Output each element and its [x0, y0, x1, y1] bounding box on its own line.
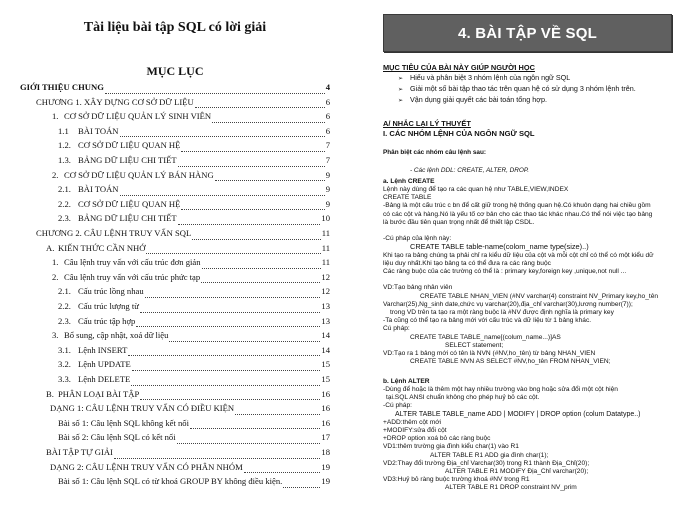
intro-text: Phân biệt các nhóm câu lệnh sau: — [383, 149, 486, 156]
chapter-header-title: 4. BÀI TẬP VỀ SQL — [458, 24, 597, 42]
toc-page-number: 19 — [321, 461, 330, 472]
toc-entry-number: 1.3. — [58, 155, 71, 165]
create-text-line: Varchar(25),Ng_sinh date,chức vụ varchar(20),địa_chỉ varchar(30),lương number(7)); — [383, 300, 633, 308]
toc-dot-leader — [132, 362, 321, 371]
toc-entry-number: B. — [46, 388, 54, 399]
toc-entry-number: 2. — [52, 271, 59, 282]
toc-entry-number: 3.2. — [58, 359, 71, 370]
toc-entry[interactable] — [58, 418, 330, 432]
toc-dot-leader — [114, 450, 321, 459]
create-text-line: Các ràng buộc của các trường có thể là : primary key,foreign key ,unique,not null ... — [383, 268, 627, 275]
toc-dot-leader — [128, 347, 320, 356]
toc-entry-label: CƠ SỞ DỮ LIỆU QUAN HỆ — [78, 198, 181, 209]
toc-entry-label: BẢNG DỮ LIỆU CHI TIẾT — [78, 213, 177, 224]
toc-dot-leader — [195, 99, 325, 108]
toc-dot-leader — [105, 85, 325, 94]
toc-page-number: 14 — [321, 330, 330, 341]
toc-dot-leader — [140, 391, 320, 400]
objective-item: ➢ Hiểu và phân biệt 3 nhóm lệnh của ngôn ngữ SQL — [398, 73, 571, 82]
toc-entry[interactable] — [58, 316, 330, 330]
toc-dot-leader — [190, 420, 320, 429]
toc-entry-number: 3.3. — [58, 374, 71, 384]
toc-entry-label: CƠ SỞ DỮ LIỆU QUẢN LÝ SINH VIÊN — [64, 111, 212, 122]
toc-entry-label: DẠNG 1: CÂU LỆNH TRUY VẤN CÓ ĐIỀU KIỆN — [50, 403, 235, 414]
toc-entry-number: 2.2. — [58, 198, 71, 209]
toc-entry-number: 2. — [52, 169, 59, 180]
create-text-line: Khi tạo ra bảng chúng ta phải chỉ ra kiểu dữ liệu của cột và mỗi cột chỉ có thể có một kiểu dữ — [383, 251, 654, 259]
toc-page-number: 11 — [321, 257, 330, 268]
create-heading: a. Lệnh CREATE — [383, 178, 435, 185]
toc-page-number: 6 — [325, 96, 330, 107]
toc-dot-leader — [178, 216, 321, 225]
toc-entry[interactable] — [58, 359, 330, 373]
toc-dot-leader — [146, 245, 320, 254]
toc-entry-label: BÀI TẬP TỰ GIẢI — [46, 447, 113, 457]
toc-entry[interactable] — [46, 243, 330, 257]
toc-entry[interactable] — [58, 345, 330, 359]
toc-entry-label: BÀI TOÁN — [78, 125, 119, 136]
create-text-line: CREATE TABLE NVN AS SELECT #NV,ho_tên FROM NHAN_VIEN; — [410, 358, 611, 366]
toc-dot-leader — [177, 435, 321, 444]
toc-entry[interactable] — [58, 286, 330, 300]
toc-page-number: 17 — [321, 432, 330, 443]
toc-dot-leader — [145, 289, 321, 298]
alter-text-line: +ADD:thêm cột mới — [383, 418, 442, 426]
toc-entry-label: Lệnh DELETE — [78, 374, 131, 384]
toc-entry[interactable] — [58, 476, 330, 490]
alter-heading: b. Lệnh ALTER — [383, 378, 430, 385]
toc-dot-leader — [201, 274, 320, 283]
toc-page-number: 15 — [321, 374, 330, 384]
toc-dot-leader — [120, 187, 325, 196]
toc-entry[interactable] — [52, 111, 330, 125]
toc-entry[interactable] — [58, 155, 330, 169]
create-text-line: -Ta cũng có thể tạo ra bảng mới với cấu trúc và dữ liệu từ 1 bảng khác. — [383, 317, 592, 325]
toc-entry[interactable] — [58, 432, 330, 446]
toc-entry-number: 2.3. — [58, 315, 71, 326]
alter-text-line: +MODIFY:sửa đổi cột — [383, 427, 447, 434]
toc-entry[interactable] — [58, 301, 330, 315]
toc-entry-label: KIẾN THỨC CẦN NHỚ — [58, 242, 146, 253]
toc-page-number: 12 — [321, 271, 330, 282]
toc-entry-label: PHÂN LOẠI BÀI TẬP — [58, 388, 140, 399]
create-text-line: CREATE TABLE table-name(colom_name type(size)..) — [410, 242, 589, 252]
create-text-line: là bước đầu tiên quan trọng nhất để thiết lập CSDL. — [383, 218, 535, 226]
toc-dot-leader — [212, 114, 325, 123]
toc-page-number: 13 — [321, 301, 330, 311]
document-title: Tài liệu bài tập SQL có lời giải — [83, 20, 267, 35]
arrow-bullet-icon: ➢ — [398, 87, 404, 93]
arrow-bullet-icon: ➢ — [398, 98, 404, 104]
toc-page-number: 16 — [321, 417, 330, 428]
toc-entry[interactable] — [58, 140, 330, 154]
toc-entry-label: CHƯƠNG 1. XÂY DỰNG CƠ SỞ DỮ LIỆU — [36, 96, 194, 107]
toc-entry-label: Câu lệnh truy vấn với cấu trúc đơn giản — [64, 257, 201, 268]
alter-text-line: VD1:thêm trường gia đình kiểu char(1) vào R1 — [383, 443, 519, 451]
toc-page-number: 7 — [325, 155, 330, 165]
alter-text-line: ALTER TABLE R1 MODIFY Địa_Chỉ varchar(20); — [445, 468, 589, 475]
create-text-line: VD:Tạo ra 1 bảng mới có tên là NVN (#NV,ho_tên) từ bảng NHAN_VIEN — [383, 350, 596, 357]
create-text-line: liệu duy nhất.Khi tạo bảng ta có thể đưa ra các ràng buộc — [383, 259, 551, 267]
alter-text-line: -Cú pháp: — [383, 402, 412, 410]
toc-entry-label: Cấu trúc lượng từ — [78, 301, 139, 311]
alter-text-line: VD2:Thay đổi trường Địa_chỉ Varchar(30) trong R1 thành Địa_Chỉ(20); — [383, 459, 590, 467]
toc-entry-label: GIỚI THIỆU CHUNG — [20, 82, 104, 92]
toc-dot-leader — [181, 201, 324, 210]
toc-dot-leader — [181, 143, 324, 152]
toc-page-number: 9 — [325, 198, 330, 209]
toc-entry-number: 2.1. — [58, 184, 71, 195]
toc-page-number: 7 — [325, 140, 330, 151]
toc-entry[interactable] — [52, 170, 330, 184]
toc-entry[interactable] — [52, 272, 330, 286]
toc-entry[interactable] — [46, 447, 330, 461]
toc-page-number: 12 — [321, 286, 330, 297]
create-text-line: Lệnh này dùng để tạo ra các quan hệ như TABLE,VIEW,INDEX — [383, 186, 569, 193]
toc-page-number: 6 — [325, 111, 330, 122]
toc-entry-number: A. — [46, 242, 55, 253]
toc-entry-number: 1.1 — [58, 125, 69, 136]
section-heading-sql-groups: I. CÁC NHÓM LỆNH CỦA NGÔN NGỮ SQL — [383, 129, 535, 138]
toc-entry[interactable] — [52, 257, 330, 271]
toc-page-number: 14 — [321, 344, 330, 355]
toc-page-number: 13 — [321, 315, 330, 326]
toc-page-number: 11 — [321, 228, 330, 238]
toc-dot-leader — [235, 406, 320, 415]
toc-dot-leader — [244, 464, 321, 473]
create-text-line: Cú pháp: — [383, 325, 410, 333]
toc-entry-label: CHƯƠNG 2. CÂU LỆNH TRUY VẤN SQL — [36, 228, 192, 238]
toc-entry-label: Bổ sung, cập nhật, xoá dữ liệu — [64, 330, 169, 341]
toc-entry[interactable] — [58, 213, 330, 227]
toc-entry-number: 1.2. — [58, 140, 71, 151]
toc-dot-leader — [178, 158, 325, 167]
toc-dot-leader — [140, 304, 321, 313]
toc-entry[interactable] — [58, 126, 330, 140]
toc-page-number: 11 — [321, 242, 330, 253]
toc-entry-number: 2.2. — [58, 301, 71, 311]
toc-dot-leader — [283, 479, 320, 488]
create-text-line: -Bảng là một cấu trúc c bn để cất giữ trong hệ thống quan hệ.Có khuôn dạng hai chiều gồm — [383, 202, 651, 210]
alter-text-line: -Dùng để hoặc là thêm một hay nhiều trường vào bng hoặc sửa đổi một cột hiện — [383, 386, 618, 393]
toc-dot-leader — [136, 318, 320, 327]
objective-item: ➢ Vận dụng giải quyết các bài toán tổng hợp. — [398, 95, 547, 104]
toc-entry-label: CƠ SỞ DỮ LIỆU QUAN HỆ — [78, 140, 181, 151]
toc-entry[interactable] — [46, 389, 330, 403]
section-heading-theory: A/ NHẮC LẠI LÝ THUYẾT — [383, 119, 471, 128]
toc-dot-leader — [202, 260, 321, 269]
create-text-line: trong VD trên ta tạo ra một ràng buộc là #NV được định nghĩa là primary key — [390, 309, 614, 316]
toc-dot-leader — [169, 333, 320, 342]
toc-entry[interactable] — [58, 199, 330, 213]
toc-entry-label: Lệnh INSERT — [78, 344, 128, 355]
toc-page-number: 9 — [325, 169, 330, 180]
toc-entry[interactable] — [58, 184, 330, 198]
create-text-line: SELECT statement; — [445, 341, 504, 349]
toc-entry-label: Bài số 1: Câu lệnh SQL có từ khoá GROUP BY không điều kiện. — [58, 476, 283, 487]
toc-entry[interactable] — [50, 462, 330, 476]
alter-text-line: ALTER TABLE R1 ADD gia đình char(1); — [430, 451, 549, 459]
toc-entry-number: 3. — [52, 330, 59, 341]
toc-entry[interactable] — [58, 374, 330, 388]
toc-heading: MỤC LỤC — [146, 64, 204, 78]
toc-entry-number: 1. — [52, 257, 59, 268]
toc-entry-label: Bài số 2: Câu lệnh SQL có kết nối — [58, 432, 176, 443]
toc-page-number: 10 — [321, 213, 330, 224]
toc-dot-leader — [215, 172, 325, 181]
toc-page-number: 19 — [321, 476, 330, 487]
toc-dot-leader — [131, 377, 320, 386]
toc-entry[interactable] — [36, 97, 330, 111]
create-text-line: CREATE TABLE TABLE_name[(colum_name...)]AS — [410, 333, 561, 341]
arrow-bullet-icon: ➢ — [398, 76, 404, 82]
toc-page-number: 4 — [325, 82, 330, 92]
toc-entry[interactable] — [52, 330, 330, 344]
toc-entry-label: Cấu trúc lồng nhau — [78, 286, 144, 297]
alter-text-line: ALTER TABLE TABLE_name ADD | MODIFY | DROP option (colum Datatype..) — [395, 410, 641, 418]
toc-page-number: 6 — [325, 125, 330, 136]
objectives-heading: MỤC TIÊU CỦA BÀI NÀY GIÚP NGƯỜI HỌC — [383, 63, 535, 72]
create-text-line: CREATE TABLE NHAN_VIEN (#NV varchar(4) constraint NV_Primary key,ho_tên — [420, 292, 659, 300]
create-text-line: -Cú pháp của lệnh này: — [383, 235, 452, 243]
toc-page-number: 18 — [321, 447, 330, 457]
toc-entry-label: Cấu trúc tập hợp — [78, 315, 136, 326]
alter-text-line: tại.SQL ANSI chuẩn không cho phép huỷ bỏ các cột. — [386, 394, 540, 402]
toc-page-number: 15 — [321, 359, 330, 370]
toc-entry-label: DẠNG 2: CÂU LỆNH TRUY VẤN CÓ PHÂN NHÓM — [50, 461, 243, 472]
toc-entry[interactable] — [20, 82, 330, 96]
toc-entry-label: CƠ SỞ DỮ LIỆU QUẢN LÝ BÁN HÀNG — [64, 169, 214, 180]
toc-entry-number: 3.1. — [58, 344, 71, 355]
right-page-content — [350, 0, 700, 506]
toc-entry-label: Lệnh UPDATE — [78, 359, 131, 370]
toc-entry-number: 2.3. — [58, 213, 71, 224]
create-text-line: CREATE TABLE — [383, 194, 432, 202]
toc-dot-leader — [120, 128, 325, 137]
create-text-line: VD:Tạo bảng nhân viên — [383, 284, 453, 292]
toc-page-number: 16 — [321, 403, 330, 414]
toc-entry-label: Bài số 1: Câu lệnh SQL không kết nối — [58, 417, 189, 428]
alter-text-line: ALTER TABLE R1 DROP constraint NV_prim — [445, 484, 577, 492]
toc-entry-number: 1. — [52, 111, 59, 122]
objective-item: ➢ Giải một số bài tập thao tác trên quan hệ có sử dụng 3 nhóm lệnh trên. — [398, 84, 636, 93]
ddl-commands-text: - Các lệnh DDL: CREATE, ALTER, DROP. — [410, 167, 530, 174]
toc-entry-label: BẢNG DỮ LIỆU CHI TIẾT — [78, 155, 177, 165]
toc-entry-label: Câu lệnh truy vấn với cấu trúc phức tạp — [64, 271, 201, 282]
toc-page-number: 9 — [325, 184, 330, 195]
toc-entry[interactable] — [36, 228, 330, 242]
alter-text-line: +DROP option xoá bỏ các ràng buộc — [383, 435, 491, 443]
chapter-header-banner — [383, 14, 672, 52]
toc-page-number: 16 — [321, 388, 330, 399]
toc-entry[interactable] — [50, 403, 330, 417]
toc-entry-number: 2.1. — [58, 286, 71, 297]
create-text-line: có các cột và hàng.Nó là yếu tố cơ bản cho các thao tác khác nhau.Có thể nói việc tạo bảng — [383, 210, 653, 218]
toc-entry-label: BÀI TOÁN — [78, 184, 119, 195]
alter-text-line: VD3:Huỷ bỏ ràng buộc trường khoá #NV trong R1 — [383, 476, 530, 484]
toc-dot-leader — [192, 231, 320, 240]
